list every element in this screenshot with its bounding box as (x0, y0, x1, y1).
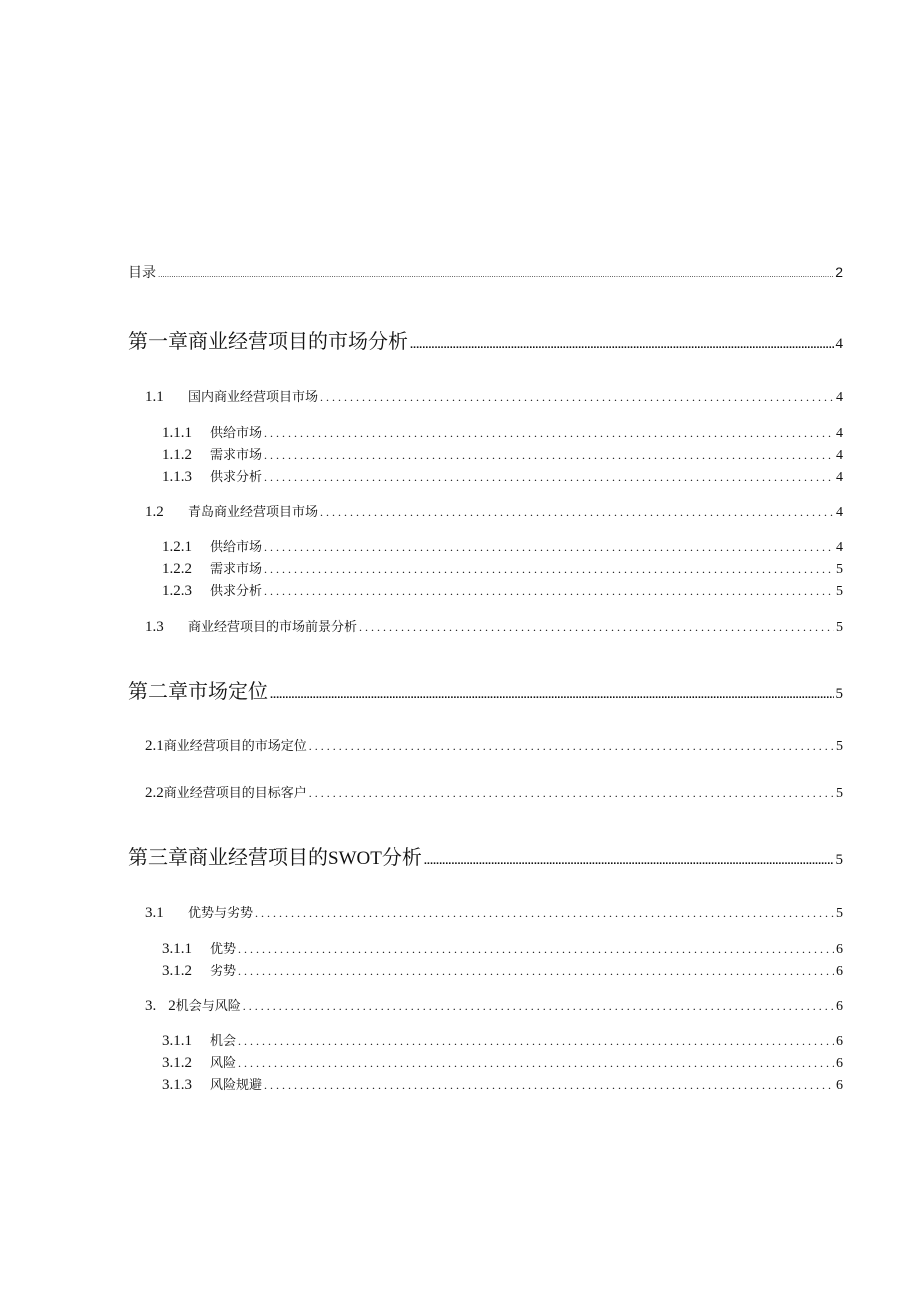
leader-dots (264, 470, 834, 485)
section-number: 1.2.1 (162, 539, 192, 555)
leader-dots (320, 390, 834, 405)
page-number: 4 (836, 390, 843, 405)
leader-dots (264, 584, 834, 599)
section-label: 商业经营项目的目标客户 (163, 785, 307, 800)
section-number: 1.2.2 (162, 561, 192, 577)
page-number: 5 (835, 686, 843, 702)
toc-entry-contents[interactable] (128, 262, 843, 282)
section-number: 1.1 (145, 389, 164, 405)
leader-dots (264, 426, 834, 441)
leader-dots (158, 270, 833, 279)
page-number: 6 (836, 964, 843, 979)
section-number: 3.1.1 (162, 941, 192, 957)
page-number: 4 (836, 470, 843, 485)
toc-entry-1-1-3[interactable] (162, 466, 843, 486)
page-number: 5 (836, 786, 843, 801)
section-number: 3.1.3 (162, 1077, 192, 1093)
toc-entry-1-1-1[interactable] (162, 422, 843, 442)
page-number: 4 (836, 505, 843, 520)
section-label: 供给市场 (210, 539, 263, 554)
toc-entry-3-2-2[interactable] (162, 1052, 843, 1072)
section-label: 供给市场 (210, 425, 263, 440)
section-label: 商业经营项目的市场定位 (163, 738, 307, 753)
page-number: 4 (836, 540, 843, 555)
leader-dots (264, 448, 834, 463)
chapter-title-suffix: 分析 (381, 847, 422, 869)
section-label: 青岛商业经营项目市场 (188, 504, 319, 519)
section-number-major: 3. (145, 998, 157, 1014)
toc-entry-3-1-1[interactable] (162, 938, 843, 958)
section-number: 1.3 (145, 619, 164, 635)
section-label: 劣势 (210, 963, 237, 978)
leader-dots (309, 739, 834, 754)
page-number: 6 (836, 999, 843, 1014)
page-number: 4 (836, 426, 843, 441)
leader-dots (264, 540, 834, 555)
page-number: 5 (836, 584, 843, 599)
leader-dots (270, 689, 834, 701)
section-number: 3.1 (145, 905, 164, 921)
section-label: 优势 (210, 941, 237, 956)
toc-entry-3-2-1[interactable] (162, 1030, 843, 1050)
chapter-title (128, 841, 422, 870)
page-number: 5 (836, 562, 843, 577)
section-number: 1.2.3 (162, 583, 192, 599)
leader-dots (424, 855, 834, 867)
page-number: 6 (836, 942, 843, 957)
toc-entry-1-2[interactable] (145, 501, 843, 521)
toc-entry-chapter-2[interactable] (128, 675, 843, 704)
leader-dots (264, 562, 834, 577)
section-number: 2.2 (145, 785, 164, 801)
toc-entry-1-2-2[interactable] (162, 558, 843, 578)
leader-dots (359, 620, 834, 635)
toc-entry-3-2-3[interactable] (162, 1074, 843, 1094)
page-number: 5 (836, 906, 843, 921)
section-number-minor: 2 (168, 998, 176, 1014)
leader-dots (320, 505, 834, 520)
page-number: 6 (836, 1034, 843, 1049)
section-number: 3.1.2 (162, 963, 192, 979)
page-number: 4 (836, 448, 843, 463)
leader-dots (410, 339, 834, 351)
toc-entry-3-2[interactable] (145, 995, 843, 1015)
page-number: 5 (836, 620, 843, 635)
toc-entry-1-1[interactable] (145, 386, 843, 406)
chapter-title: 第二章市场定位 (128, 681, 268, 703)
section-label: 机会 (210, 1033, 237, 1048)
section-number: 1.1.3 (162, 469, 192, 485)
section-number: 3.1.2 (162, 1055, 192, 1071)
section-number: 1.1.2 (162, 447, 192, 463)
section-label: 风险 (210, 1055, 237, 1070)
page-number: 4 (835, 336, 843, 352)
section-label: 商业经营项目的市场前景分析 (188, 619, 358, 634)
section-label: 优势与劣势 (188, 905, 254, 920)
toc-title: 目录 (128, 264, 156, 280)
toc-entry-1-2-3[interactable] (162, 580, 843, 600)
chapter-title: 第一章商业经营项目的市场分析 (128, 331, 408, 353)
toc-entry-chapter-1[interactable] (128, 325, 843, 354)
toc-entry-2-1[interactable] (145, 735, 843, 755)
section-label: 机会与风险 (175, 998, 241, 1013)
page-number: 6 (836, 1056, 843, 1071)
page-number: 6 (836, 1078, 843, 1093)
section-number (145, 998, 176, 1015)
section-number: 3.1.1 (162, 1033, 192, 1049)
page-number: 5 (835, 852, 843, 868)
leader-dots (309, 786, 834, 801)
section-label: 供求分析 (210, 469, 263, 484)
leader-dots (238, 964, 834, 979)
leader-dots (243, 999, 834, 1014)
section-label: 国内商业经营项目市场 (188, 389, 319, 404)
page-number: 2 (835, 264, 843, 280)
leader-dots (255, 906, 834, 921)
toc-entry-1-2-1[interactable] (162, 536, 843, 556)
section-number: 2.1 (145, 738, 164, 754)
section-label: 需求市场 (210, 447, 263, 462)
chapter-title-swot: SWOT (328, 848, 382, 869)
toc-entry-chapter-3[interactable] (128, 841, 843, 870)
toc-entry-3-1-2[interactable] (162, 960, 843, 980)
section-label: 风险规避 (210, 1077, 263, 1092)
toc-entry-2-2[interactable] (145, 782, 843, 802)
section-number: 1.1.1 (162, 425, 192, 441)
chapter-title-prefix: 第三章商业经营项目的 (128, 847, 328, 869)
leader-dots (264, 1078, 834, 1093)
toc-entry-1-1-2[interactable] (162, 444, 843, 464)
section-label: 需求市场 (210, 561, 263, 576)
toc-entry-1-3[interactable] (145, 616, 843, 636)
leader-dots (238, 1056, 834, 1071)
toc-entry-3-1[interactable] (145, 902, 843, 922)
leader-dots (238, 942, 834, 957)
section-label: 供求分析 (210, 583, 263, 598)
section-number: 1.2 (145, 504, 164, 520)
page-number: 5 (836, 739, 843, 754)
leader-dots (238, 1034, 834, 1049)
